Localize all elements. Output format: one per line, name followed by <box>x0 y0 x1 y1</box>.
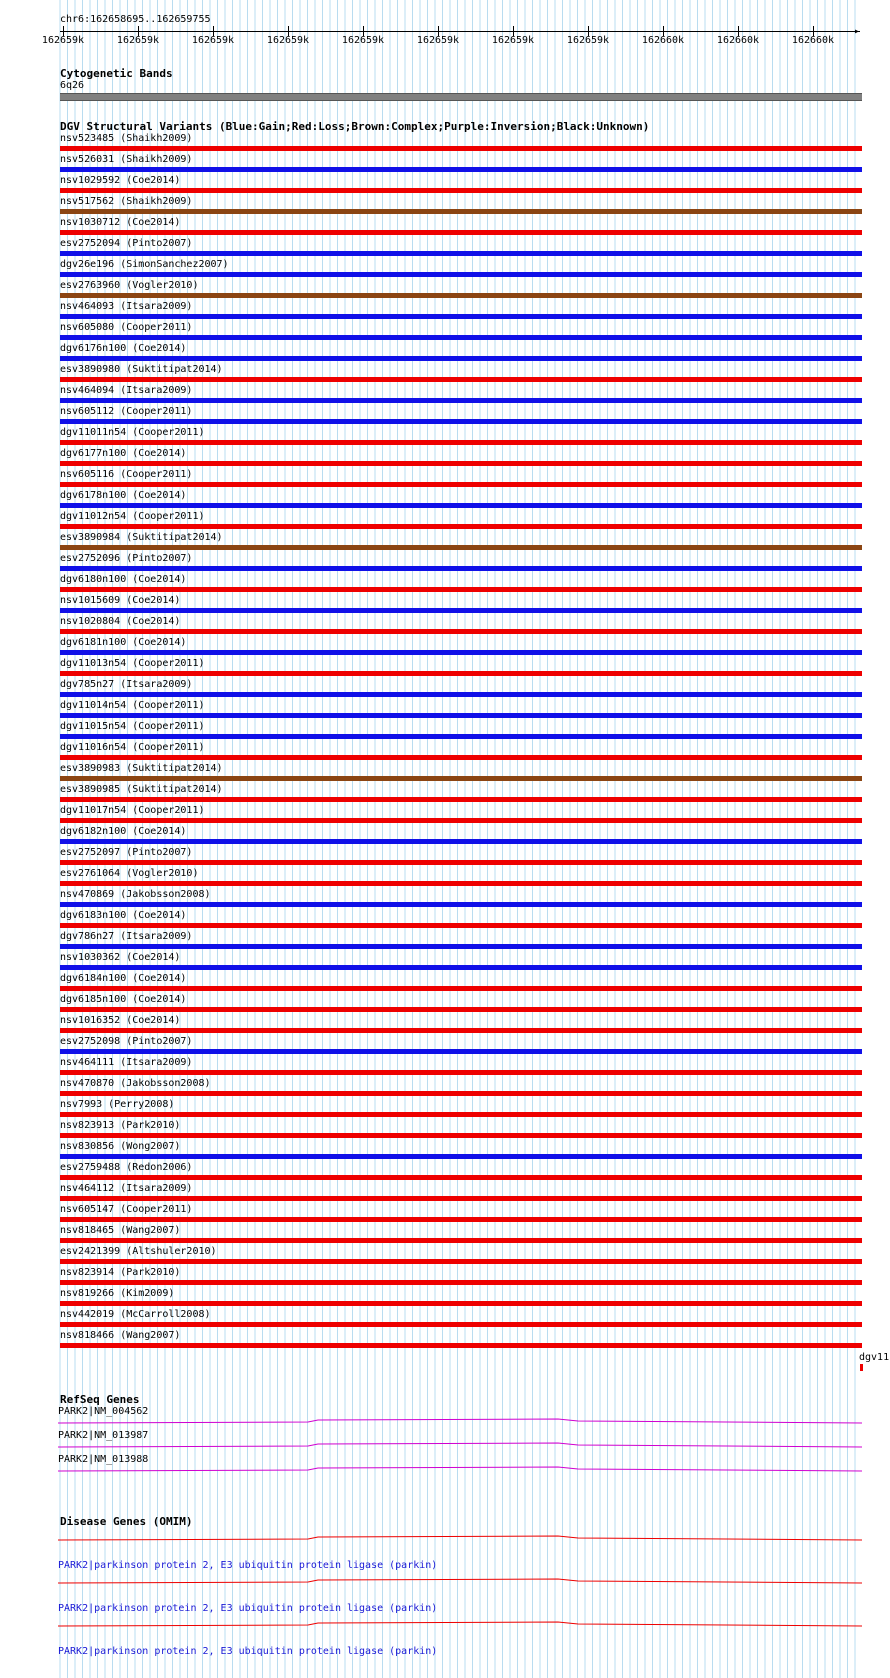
dgv-feature-label[interactable]: esv2752096 (Pinto2007) <box>60 553 193 564</box>
dgv-feature-bar-loss[interactable] <box>60 1343 862 1348</box>
dgv-feature-label[interactable]: nsv464111 (Itsara2009) <box>60 1057 193 1068</box>
dgv-feature-bar-loss[interactable] <box>60 230 862 235</box>
dgv-feature-bar-complex[interactable] <box>60 209 862 214</box>
omim-gene-label[interactable]: PARK2|parkinson protein 2, E3 ubiquitin protein ligase (parkin) <box>58 1560 438 1571</box>
dgv-feature-bar-loss[interactable] <box>60 524 862 529</box>
dgv-feature-bar-loss[interactable] <box>60 755 862 760</box>
dgv-track-title: DGV Structural Variants (Blue:Gain;Red:Loss;Brown:Complex;Purple:Inversion;Black:Unknown) <box>60 120 650 133</box>
overflow-feature-label[interactable]: dgv11 <box>859 1352 890 1363</box>
scale-tick-label: 162659k <box>491 35 535 46</box>
dgv-feature-bar-loss[interactable] <box>60 1301 862 1306</box>
dgv-feature-label[interactable]: dgv6181n100 (Coe2014) <box>60 637 187 648</box>
dgv-feature-bar-loss[interactable] <box>60 1280 862 1285</box>
dgv-feature-bar-loss[interactable] <box>60 881 862 886</box>
scale-arrow-icon: ▸ <box>854 26 861 37</box>
dgv-feature-bar-gain[interactable] <box>60 356 862 361</box>
dgv-feature-label[interactable]: esv2763960 (Vogler2010) <box>60 280 199 291</box>
scale-tick-label: 162659k <box>41 35 85 46</box>
dgv-feature-bar-loss[interactable] <box>60 797 862 802</box>
refseq-gene-label[interactable]: PARK2|NM_013987 <box>58 1430 149 1441</box>
dgv-feature-label[interactable]: nsv526031 (Shaikh2009) <box>60 154 193 165</box>
dgv-feature-bar-complex[interactable] <box>60 545 862 550</box>
dgv-feature-bar-loss[interactable] <box>60 1259 862 1264</box>
scale-tick-label: 162659k <box>191 35 235 46</box>
dgv-feature-label[interactable]: dgv11013n54 (Cooper2011) <box>60 658 205 669</box>
dgv-feature-label[interactable]: nsv819266 (Kim2009) <box>60 1288 175 1299</box>
dgv-feature-label[interactable]: nsv605112 (Cooper2011) <box>60 406 193 417</box>
dgv-feature-label[interactable]: dgv6182n100 (Coe2014) <box>60 826 187 837</box>
dgv-feature-label[interactable]: dgv11011n54 (Cooper2011) <box>60 427 205 438</box>
dgv-feature-label[interactable]: nsv7993 (Perry2008) <box>60 1099 175 1110</box>
refseq-gene-label[interactable]: PARK2|NM_013988 <box>58 1454 149 1465</box>
dgv-feature-label[interactable]: dgv26e196 (SimonSanchez2007) <box>60 259 229 270</box>
dgv-feature-label[interactable]: nsv818466 (Wang2007) <box>60 1330 181 1341</box>
dgv-feature-bar-gain[interactable] <box>60 314 862 319</box>
dgv-feature-label[interactable]: nsv470870 (Jakobsson2008) <box>60 1078 211 1089</box>
dgv-feature-bar-loss[interactable] <box>60 482 862 487</box>
refseq-gene-line[interactable] <box>58 1418 864 1426</box>
dgv-feature-label[interactable]: nsv523485 (Shaikh2009) <box>60 133 193 144</box>
refseq-track-title: RefSeq Genes <box>60 1393 140 1406</box>
cytogenetic-track-title: Cytogenetic Bands <box>60 67 173 80</box>
dgv-feature-label[interactable]: nsv1030712 (Coe2014) <box>60 217 181 228</box>
dgv-feature-label[interactable]: esv3890983 (Suktitipat2014) <box>60 763 223 774</box>
dgv-feature-bar-loss[interactable] <box>60 1028 862 1033</box>
omim-gene-line[interactable] <box>58 1535 864 1543</box>
dgv-feature-bar-complex[interactable] <box>60 776 862 781</box>
dgv-feature-bar-gain[interactable] <box>60 335 862 340</box>
dgv-feature-label[interactable]: nsv823913 (Park2010) <box>60 1120 181 1131</box>
dgv-feature-label[interactable]: dgv6178n100 (Coe2014) <box>60 490 187 501</box>
dgv-feature-label[interactable]: dgv11012n54 (Cooper2011) <box>60 511 205 522</box>
dgv-feature-label[interactable]: nsv1029592 (Coe2014) <box>60 175 181 186</box>
scale-tick-label: 162660k <box>716 35 760 46</box>
dgv-feature-bar-loss[interactable] <box>60 1112 862 1117</box>
dgv-feature-bar-gain[interactable] <box>60 902 862 907</box>
dgv-feature-bar-loss[interactable] <box>60 1238 862 1243</box>
scale-tick-label: 162659k <box>266 35 310 46</box>
dgv-feature-bar-gain[interactable] <box>60 251 862 256</box>
dgv-feature-label[interactable]: nsv605116 (Cooper2011) <box>60 469 193 480</box>
position-label: chr6:162658695..162659755 <box>60 14 211 25</box>
dgv-feature-label[interactable]: esv2752094 (Pinto2007) <box>60 238 193 249</box>
dgv-feature-bar-gain[interactable] <box>60 398 862 403</box>
dgv-feature-bar-loss[interactable] <box>60 1070 862 1075</box>
cytogenetic-band-label[interactable]: 6q26 <box>60 80 85 91</box>
dgv-feature-bar-gain[interactable] <box>60 608 862 613</box>
omim-gene-label[interactable]: PARK2|parkinson protein 2, E3 ubiquitin protein ligase (parkin) <box>58 1603 438 1614</box>
dgv-feature-label[interactable]: esv3890985 (Suktitipat2014) <box>60 784 223 795</box>
dgv-feature-bar-loss[interactable] <box>60 1217 862 1222</box>
dgv-feature-label[interactable]: nsv517562 (Shaikh2009) <box>60 196 193 207</box>
dgv-feature-bar-gain[interactable] <box>60 734 862 739</box>
dgv-feature-bar-loss[interactable] <box>60 1175 862 1180</box>
dgv-feature-bar-loss[interactable] <box>60 818 862 823</box>
dgv-feature-bar-loss[interactable] <box>60 1322 862 1327</box>
dgv-feature-bar-loss[interactable] <box>60 461 862 466</box>
dgv-feature-label[interactable]: esv2752097 (Pinto2007) <box>60 847 193 858</box>
omim-gene-line[interactable] <box>58 1578 864 1586</box>
dgv-feature-bar-gain[interactable] <box>60 692 862 697</box>
dgv-feature-label[interactable]: dgv785n27 (Itsara2009) <box>60 679 193 690</box>
dgv-feature-bar-loss[interactable] <box>60 986 862 991</box>
dgv-feature-bar-gain[interactable] <box>60 1154 862 1159</box>
dgv-feature-label[interactable]: esv2759488 (Redon2006) <box>60 1162 193 1173</box>
cytogenetic-band-bar[interactable] <box>60 93 862 101</box>
scale-tick-label: 162659k <box>566 35 610 46</box>
dgv-feature-label[interactable]: nsv818465 (Wang2007) <box>60 1225 181 1236</box>
dgv-feature-label[interactable]: dgv6176n100 (Coe2014) <box>60 343 187 354</box>
dgv-feature-bar-gain[interactable] <box>60 1049 862 1054</box>
dgv-feature-bar-loss[interactable] <box>60 1133 862 1138</box>
dgv-feature-label[interactable]: nsv830856 (Wong2007) <box>60 1141 181 1152</box>
dgv-feature-bar-gain[interactable] <box>60 839 862 844</box>
dgv-feature-bar-gain[interactable] <box>60 965 862 970</box>
dgv-feature-label[interactable]: esv2752098 (Pinto2007) <box>60 1036 193 1047</box>
dgv-feature-bar-loss[interactable] <box>60 146 862 151</box>
dgv-feature-label[interactable]: nsv464094 (Itsara2009) <box>60 385 193 396</box>
dgv-feature-label[interactable]: dgv11014n54 (Cooper2011) <box>60 700 205 711</box>
dgv-feature-bar-loss[interactable] <box>60 1196 862 1201</box>
refseq-gene-label[interactable]: PARK2|NM_004562 <box>58 1406 149 1417</box>
omim-gene-line[interactable] <box>58 1621 864 1629</box>
dgv-feature-bar-loss[interactable] <box>60 923 862 928</box>
dgv-feature-label[interactable]: dgv6180n100 (Coe2014) <box>60 574 187 585</box>
dgv-feature-label[interactable]: esv2421399 (Altshuler2010) <box>60 1246 217 1257</box>
dgv-feature-label[interactable]: nsv470869 (Jakobsson2008) <box>60 889 211 900</box>
dgv-feature-bar-loss[interactable] <box>60 440 862 445</box>
scale-axis <box>60 31 860 32</box>
overflow-feature-bar[interactable] <box>860 1364 863 1371</box>
dgv-feature-bar-complex[interactable] <box>60 293 862 298</box>
dgv-feature-label[interactable]: dgv6177n100 (Coe2014) <box>60 448 187 459</box>
dgv-feature-bar-gain[interactable] <box>60 503 862 508</box>
refseq-gene-line[interactable] <box>58 1466 864 1474</box>
dgv-feature-bar-loss[interactable] <box>60 377 862 382</box>
dgv-feature-label[interactable]: esv3890984 (Suktitipat2014) <box>60 532 223 543</box>
dgv-feature-label[interactable]: nsv605080 (Cooper2011) <box>60 322 193 333</box>
dgv-feature-bar-loss[interactable] <box>60 860 862 865</box>
dgv-feature-label[interactable]: nsv1016352 (Coe2014) <box>60 1015 181 1026</box>
dgv-feature-label[interactable]: nsv442019 (McCarroll2008) <box>60 1309 211 1320</box>
scale-tick-label: 162660k <box>791 35 835 46</box>
dgv-feature-label[interactable]: dgv11016n54 (Cooper2011) <box>60 742 205 753</box>
scale-tick-label: 162660k <box>641 35 685 46</box>
dgv-feature-label[interactable]: dgv6183n100 (Coe2014) <box>60 910 187 921</box>
scale-tick-label: 162659k <box>416 35 460 46</box>
dgv-feature-bar-gain[interactable] <box>60 713 862 718</box>
dgv-feature-bar-gain[interactable] <box>60 650 862 655</box>
dgv-feature-bar-gain[interactable] <box>60 566 862 571</box>
dgv-feature-label[interactable]: dgv11017n54 (Cooper2011) <box>60 805 205 816</box>
dgv-feature-label[interactable]: dgv786n27 (Itsara2009) <box>60 931 193 942</box>
dgv-feature-label[interactable]: dgv6184n100 (Coe2014) <box>60 973 187 984</box>
dgv-feature-label[interactable]: nsv464112 (Itsara2009) <box>60 1183 193 1194</box>
dgv-feature-bar-gain[interactable] <box>60 167 862 172</box>
dgv-feature-label[interactable]: nsv823914 (Park2010) <box>60 1267 181 1278</box>
dgv-feature-label[interactable]: nsv1020804 (Coe2014) <box>60 616 181 627</box>
dgv-feature-label[interactable]: esv2761064 (Vogler2010) <box>60 868 199 879</box>
dgv-feature-label[interactable]: esv3890980 (Suktitipat2014) <box>60 364 223 375</box>
dgv-feature-bar-gain[interactable] <box>60 944 862 949</box>
dgv-feature-label[interactable]: nsv1015609 (Coe2014) <box>60 595 181 606</box>
refseq-gene-line[interactable] <box>58 1442 864 1450</box>
dgv-feature-bar-loss[interactable] <box>60 671 862 676</box>
omim-gene-label[interactable]: PARK2|parkinson protein 2, E3 ubiquitin protein ligase (parkin) <box>58 1646 438 1657</box>
omim-track-title: Disease Genes (OMIM) <box>60 1515 193 1528</box>
dgv-feature-label[interactable]: nsv464093 (Itsara2009) <box>60 301 193 312</box>
dgv-feature-bar-gain[interactable] <box>60 272 862 277</box>
dgv-feature-label[interactable]: dgv6185n100 (Coe2014) <box>60 994 187 1005</box>
dgv-feature-bar-loss[interactable] <box>60 188 862 193</box>
scale-tick-label: 162659k <box>116 35 160 46</box>
dgv-feature-bar-gain[interactable] <box>60 419 862 424</box>
dgv-feature-bar-loss[interactable] <box>60 1091 862 1096</box>
dgv-feature-label[interactable]: nsv1030362 (Coe2014) <box>60 952 181 963</box>
dgv-feature-bar-loss[interactable] <box>60 1007 862 1012</box>
dgv-feature-bar-loss[interactable] <box>60 587 862 592</box>
dgv-feature-bar-loss[interactable] <box>60 629 862 634</box>
dgv-feature-label[interactable]: dgv11015n54 (Cooper2011) <box>60 721 205 732</box>
scale-tick-label: 162659k <box>341 35 385 46</box>
dgv-feature-label[interactable]: nsv605147 (Cooper2011) <box>60 1204 193 1215</box>
